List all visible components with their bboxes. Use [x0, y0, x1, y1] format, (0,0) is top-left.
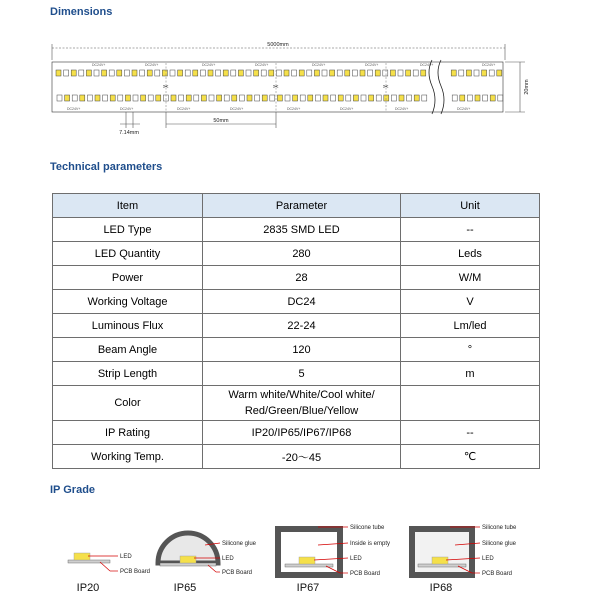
ip68-led-label: LED	[482, 556, 494, 562]
led-chip	[376, 95, 381, 101]
led-chip	[323, 95, 328, 101]
led-chip	[231, 70, 236, 76]
ip67-tube-label: Silicone tube	[350, 525, 385, 531]
led-chip	[200, 70, 205, 76]
cell-unit: Lm/led	[401, 314, 540, 338]
table-header-row	[53, 194, 540, 218]
led-chip	[467, 95, 472, 101]
led-chip	[179, 95, 184, 101]
led-chip	[497, 70, 502, 76]
cell-item: Beam Angle	[53, 338, 203, 362]
led-chip	[223, 70, 228, 76]
led-chip	[292, 70, 297, 76]
led-chip	[498, 95, 503, 101]
led-chip	[117, 70, 122, 76]
ip68-silicone-tube	[412, 529, 472, 575]
led-chip	[346, 95, 351, 101]
scissors-icon: ✂	[383, 83, 389, 91]
header-unit: Unit	[401, 194, 540, 218]
table-row	[53, 445, 540, 469]
led-chip	[170, 70, 175, 76]
technical-parameters-table	[52, 193, 540, 469]
led-chip	[353, 95, 358, 101]
led-chip	[193, 70, 198, 76]
led-chip	[459, 70, 464, 76]
led-chip	[208, 70, 213, 76]
led-chip	[118, 95, 123, 101]
led-chip	[284, 70, 289, 76]
led-chip	[201, 95, 206, 101]
led-chip	[102, 70, 107, 76]
led-chip	[293, 95, 298, 101]
led-chip	[483, 95, 488, 101]
ip68-tube-label: Silicone tube	[482, 525, 517, 531]
led-chip	[482, 70, 487, 76]
cell-unit	[401, 386, 540, 421]
led-chip	[86, 70, 91, 76]
ip65-pcb-label: PCB Board	[222, 570, 253, 576]
led-chip	[383, 70, 388, 76]
table-row	[53, 242, 540, 266]
led-chip	[390, 70, 395, 76]
led-chip	[194, 95, 199, 101]
technical-parameters-title: Technical parameters	[50, 161, 163, 173]
led-chip	[337, 70, 342, 76]
ip20-led-label: LED	[120, 554, 132, 560]
pad-label: DC24V+	[177, 107, 191, 111]
led-chip	[307, 70, 312, 76]
led-chip	[178, 70, 183, 76]
pad-label: DC24V+	[482, 63, 496, 67]
cell-unit: V	[401, 290, 540, 314]
led-chip	[352, 70, 357, 76]
led-chip	[331, 95, 336, 101]
led-chip	[315, 95, 320, 101]
led-chip	[57, 95, 62, 101]
led-chip	[147, 70, 152, 76]
cell-parameter: 2835 SMD LED	[203, 218, 401, 242]
ip67-empty-label: Inside is empty	[350, 541, 391, 547]
pad-label: DC24V+	[420, 63, 434, 67]
led-chip	[369, 95, 374, 101]
led-chip	[407, 95, 412, 101]
pad-label: DC24V+	[365, 63, 379, 67]
led-chip	[406, 70, 411, 76]
pad-label: DC24V+	[312, 63, 326, 67]
led-strip-dimension-drawing	[0, 0, 600, 150]
pad-label: DC24V+	[287, 107, 301, 111]
ip20-pcb-leader	[100, 562, 110, 571]
led-chip	[422, 95, 427, 101]
led-chip	[125, 95, 130, 101]
led-chip	[490, 95, 495, 101]
ip20-diagram	[68, 553, 150, 594]
led-chip	[186, 95, 191, 101]
pad-label: DC24V+	[92, 63, 106, 67]
led-chip	[155, 70, 160, 76]
led-chip	[56, 70, 61, 76]
led-chip	[375, 70, 380, 76]
led-chip	[255, 95, 260, 101]
cell-parameter: 280	[203, 242, 401, 266]
dimensions-title: Dimensions	[50, 6, 113, 18]
cell-item: Luminous Flux	[53, 314, 203, 338]
ip67-pcb-label: PCB Board	[350, 571, 381, 577]
ip20-label: IP20	[76, 582, 100, 594]
led-chip	[94, 70, 99, 76]
table-row	[53, 290, 540, 314]
cell-parameter: DC24	[203, 290, 401, 314]
led-chip	[285, 95, 290, 101]
led-chip	[299, 70, 304, 76]
led-chip	[109, 70, 114, 76]
led-chip	[300, 95, 305, 101]
led-chip	[474, 70, 479, 76]
ip65-glue-label: Silicone glue	[222, 541, 257, 547]
led-chip	[216, 70, 221, 76]
table-row	[53, 362, 540, 386]
led-chip	[451, 70, 456, 76]
table-row	[53, 266, 540, 290]
ip65-led	[180, 556, 196, 563]
ip20-pcb	[68, 560, 110, 563]
led-chip	[261, 70, 266, 76]
pad-label: DC24V+	[145, 63, 159, 67]
led-chip	[360, 70, 365, 76]
pad-label: DC24V+	[255, 63, 269, 67]
cell-unit: --	[401, 421, 540, 445]
ip67-led	[299, 557, 315, 564]
ip68-diagram	[412, 525, 517, 594]
cell-unit: m	[401, 362, 540, 386]
led-chip	[277, 95, 282, 101]
cell-parameter: 28	[203, 266, 401, 290]
ip65-label: IP65	[173, 582, 197, 594]
led-chip	[254, 70, 259, 76]
led-chip	[413, 70, 418, 76]
ip67-label: IP67	[296, 582, 320, 594]
led-chip	[270, 95, 275, 101]
cell-item: Strip Length	[53, 362, 203, 386]
pad-label: DC24V+	[230, 107, 244, 111]
led-chip	[452, 95, 457, 101]
cell-unit: °	[401, 338, 540, 362]
table-row	[53, 386, 540, 421]
led-chip	[399, 95, 404, 101]
led-chip	[103, 95, 108, 101]
led-chip	[156, 95, 161, 101]
pad-label: DC24V+	[395, 107, 409, 111]
cut-length-label: 50mm	[213, 118, 229, 124]
led-chip	[148, 95, 153, 101]
scissors-icon: ✂	[163, 83, 169, 91]
led-chip	[224, 95, 229, 101]
led-chip	[171, 95, 176, 101]
cell-parameter: 22-24	[203, 314, 401, 338]
pitch-label: 7.14mm	[119, 130, 139, 136]
led-chip	[345, 70, 350, 76]
led-chip	[247, 95, 252, 101]
ip-grade-title: IP Grade	[50, 484, 96, 496]
cell-item: Color	[53, 386, 203, 421]
color-options-line1: Warm white/White/Cool white/	[228, 389, 375, 401]
led-chip	[238, 70, 243, 76]
led-chip	[185, 70, 190, 76]
ip20-led	[74, 553, 90, 560]
led-chip	[217, 95, 222, 101]
cell-parameter: IP20/IP65/IP67/IP68	[203, 421, 401, 445]
ip65-led-label: LED	[222, 556, 234, 562]
pad-label: DC24V+	[67, 107, 81, 111]
cell-item: Working Temp.	[53, 445, 203, 469]
cell-parameter: 120	[203, 338, 401, 362]
total-length-label: 5000mm	[267, 42, 289, 48]
led-chip	[162, 70, 167, 76]
ip68-glue-label: Silicone glue	[482, 541, 517, 547]
ip-grade-diagrams	[0, 505, 600, 600]
cell-unit: Leds	[401, 242, 540, 266]
width-label: 20mm	[524, 79, 530, 95]
led-chip	[72, 95, 77, 101]
header-parameter: Parameter	[203, 194, 401, 218]
cell-unit: ℃	[401, 445, 540, 469]
table-row	[53, 338, 540, 362]
cell-item: Working Voltage	[53, 290, 203, 314]
cell-parameter: -20～45	[203, 445, 401, 469]
led-chip	[414, 95, 419, 101]
led-chip	[322, 70, 327, 76]
pad-label: DC24V+	[457, 107, 471, 111]
ip68-label: IP68	[429, 582, 453, 594]
led-chip	[246, 70, 251, 76]
led-chip	[338, 95, 343, 101]
led-chip	[132, 70, 137, 76]
ip67-diagram	[278, 525, 390, 594]
ip20-pcb-label: PCB Board	[120, 569, 151, 575]
led-chip	[232, 95, 237, 101]
cell-unit: --	[401, 218, 540, 242]
cell-item: LED Quantity	[53, 242, 203, 266]
table-row	[53, 218, 540, 242]
led-chip	[398, 70, 403, 76]
led-chip	[489, 70, 494, 76]
ip67-led-label: LED	[350, 556, 362, 562]
led-chip	[133, 95, 138, 101]
pad-label: DC24V+	[340, 107, 354, 111]
led-chip	[460, 95, 465, 101]
led-chip	[421, 70, 426, 76]
led-chip	[269, 70, 274, 76]
table-row	[53, 314, 540, 338]
ip68-pcb-label: PCB Board	[482, 571, 513, 577]
led-chip	[384, 95, 389, 101]
table-row	[53, 421, 540, 445]
led-chip	[466, 70, 471, 76]
color-options-line2: Red/Green/Blue/Yellow	[244, 405, 359, 417]
led-chip	[95, 95, 100, 101]
led-chip	[239, 95, 244, 101]
cell-parameter: 5	[203, 362, 401, 386]
led-chip	[141, 95, 146, 101]
led-chip	[209, 95, 214, 101]
led-chip	[140, 70, 145, 76]
led-chip	[71, 70, 76, 76]
cell-item: LED Type	[53, 218, 203, 242]
header-item: Item	[53, 194, 203, 218]
cell-item: IP Rating	[53, 421, 203, 445]
pad-label: DC24V+	[202, 63, 216, 67]
ip68-led	[432, 557, 448, 564]
ip65-pcb	[160, 563, 216, 566]
led-chip	[330, 70, 335, 76]
ip65-diagram	[158, 533, 257, 594]
pad-label: DC24V+	[120, 107, 134, 111]
led-chip	[391, 95, 396, 101]
led-chip	[124, 70, 129, 76]
led-chip	[87, 95, 92, 101]
led-chip	[64, 70, 69, 76]
led-chip	[361, 95, 366, 101]
led-chip	[475, 95, 480, 101]
ip67-pcb	[285, 564, 333, 567]
led-chip	[368, 70, 373, 76]
cell-item: Power	[53, 266, 203, 290]
scissors-icon: ✂	[273, 83, 279, 91]
led-chip	[80, 95, 85, 101]
led-chip	[308, 95, 313, 101]
cell-unit: W/M	[401, 266, 540, 290]
led-chip	[79, 70, 84, 76]
led-chip	[110, 95, 115, 101]
cell-parameter	[203, 386, 401, 421]
led-chip	[65, 95, 70, 101]
led-chip	[314, 70, 319, 76]
led-chip	[262, 95, 267, 101]
led-chip	[276, 70, 281, 76]
